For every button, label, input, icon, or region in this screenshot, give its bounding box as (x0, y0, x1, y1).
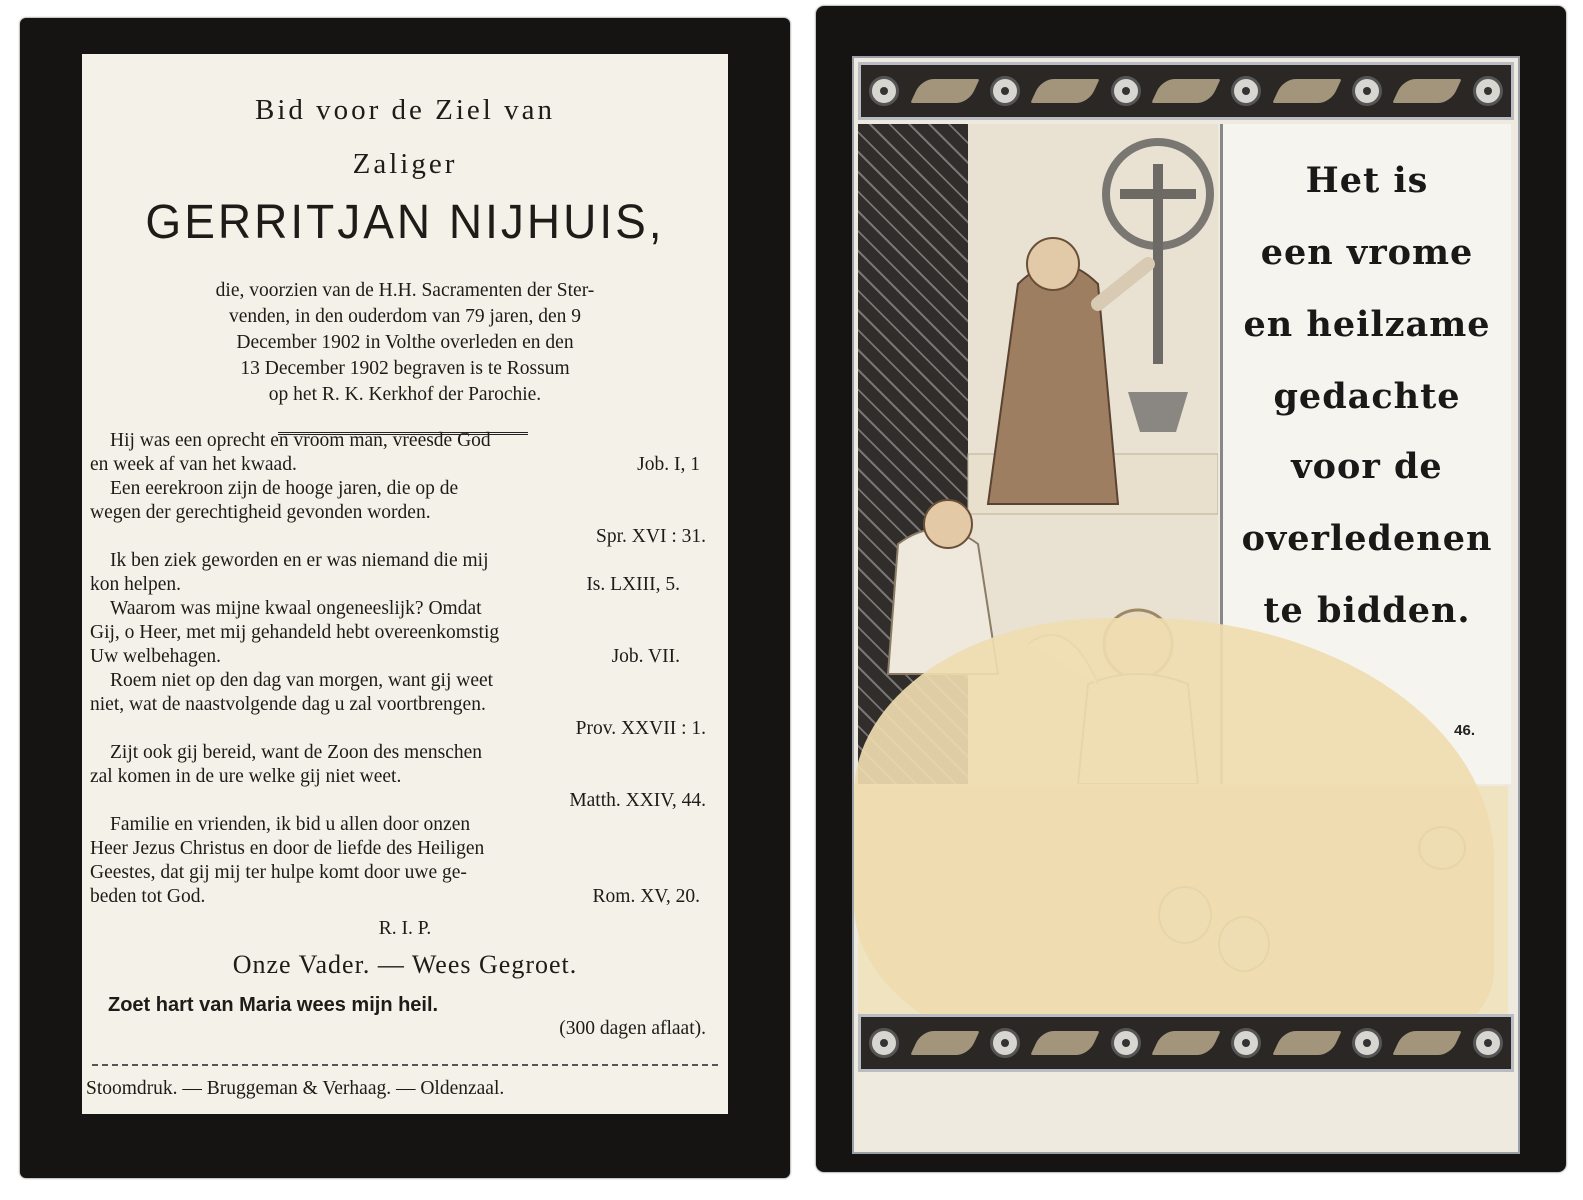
rosette-icon (1111, 76, 1141, 106)
verse-2-line-2: wegen der gerechtigheid gevonden worden. (90, 502, 431, 523)
indulgence-line: (300 dagen aflaat). (559, 1018, 706, 1039)
right-memorial-card (816, 6, 1566, 1172)
verse-7-line-2: Heer Jezus Christus en door de liefde des Heiligen (90, 838, 485, 859)
verse-3-line-2 (82, 574, 728, 596)
bottom-ornament-band (858, 1014, 1514, 1072)
verse-3-reference: Is. LXIII, 5. (586, 574, 680, 595)
rosette-icon (869, 1028, 899, 1058)
leaf-ornament-icon (1393, 79, 1462, 103)
verse-4-text: Uw welbehagen. (90, 646, 222, 667)
leaf-ornament-icon (1272, 79, 1341, 103)
left-card-text-panel (82, 54, 728, 1114)
verse-2-line-1: Een eerekroon zijn de hooge jaren, die op de (110, 478, 459, 499)
dashed-rule (92, 1064, 718, 1066)
verse-4-reference: Job. VII. (611, 646, 680, 667)
deceased-name: GERRITJAN NIJHUIS, (145, 193, 665, 249)
leaf-ornament-icon (1393, 1031, 1462, 1055)
rosette-icon (1111, 1028, 1141, 1058)
verse-line-5: voor de (1291, 446, 1443, 487)
rosette-icon (1352, 1028, 1382, 1058)
leaf-ornament-icon (1151, 79, 1220, 103)
verse-1-text: en week af van het kwaad. (90, 454, 297, 475)
rip-line: R. I. P. (378, 918, 432, 939)
top-ornament-band (858, 62, 1514, 120)
verse-3-text: kon helpen. (90, 574, 181, 595)
intro-line-3: December 1902 in Volthe overleden en den (236, 332, 574, 353)
intro-line-4: 13 December 1902 begraven is te Rossum (240, 358, 570, 379)
intro-line-1: die, voorzien van de H.H. Sacramenten der Ster- (215, 280, 595, 301)
verse-7-text: beden tot God. (90, 886, 206, 907)
verse-1-reference: Job. I, 1 (637, 454, 700, 475)
leaf-ornament-icon (910, 1031, 979, 1055)
verse-2-reference: Spr. XVI : 31. (596, 526, 706, 547)
verse-5-line-2: niet, wat de naastvolgende dag u zal voortbrengen. (90, 694, 486, 715)
prayers-line: Onze Vader. — Wees Gegroet. (232, 950, 578, 979)
printer-line: Stoomdruk. — Bruggeman & Verhaag. — Oldenzaal. (86, 1078, 505, 1099)
verse-6-line-2: zal komen in de ure welke gij niet weet. (90, 766, 402, 787)
leaf-ornament-icon (910, 79, 979, 103)
verse-7-line-4 (82, 886, 728, 908)
left-memorial-card (20, 18, 790, 1178)
verse-5-line-1: Roem niet op den dag van morgen, want gij weet (110, 670, 494, 691)
verse-6-reference: Matth. XXIV, 44. (569, 790, 706, 811)
rosette-icon (869, 76, 899, 106)
intro-line-2: venden, in den ouderdom van 79 jaren, den 9 (229, 306, 581, 327)
verse-line-4: gedachte (1273, 376, 1461, 417)
rosette-icon (1231, 1028, 1261, 1058)
verse-7-reference: Rom. XV, 20. (592, 886, 700, 907)
decorative-frame (852, 56, 1520, 1154)
verse-1-line-2 (82, 454, 728, 476)
rosette-icon (990, 76, 1020, 106)
verse-line-7: te bidden. (1263, 590, 1471, 631)
verse-line-1: Het is (1305, 160, 1429, 201)
verse-3-line-1: Ik ben ziek geworden en er was niemand die mij (110, 550, 489, 571)
rosette-icon (1352, 76, 1382, 106)
title-line-2: Zaliger (352, 148, 458, 180)
verse-4-line-1: Waarom was mijne kwaal ongeneeslijk? Omdat (110, 598, 482, 619)
verse-7-line-3: Geestes, dat gij mij ter hulpe komt door uwe ge- (90, 862, 467, 883)
verse-4-line-2: Gij, o Heer, met mij gehandeld hebt overeenkomstig (90, 622, 500, 643)
verse-line-3: en heilzame (1243, 304, 1491, 345)
title-line-1: Bid voor de Ziel van (254, 94, 555, 126)
rosette-icon (1473, 76, 1503, 106)
leaf-ornament-icon (1151, 1031, 1220, 1055)
verse-line-2: een vrome (1260, 232, 1474, 273)
verse-4-line-3 (82, 646, 728, 668)
leaf-ornament-icon (1272, 1031, 1341, 1055)
verse-5-reference: Prov. XXVII : 1. (575, 718, 706, 739)
invocation-line: Zoet hart van Maria wees mijn heil. (108, 994, 439, 1016)
rosette-icon (990, 1028, 1020, 1058)
intro-line-5: op het R. K. Kerkhof der Parochie. (268, 384, 542, 405)
verse-7-line-1: Familie en vrienden, ik bid u allen door onzen (110, 814, 471, 835)
verse-1-line-1: Hij was een oprecht en vroom man, vreesde God (110, 430, 491, 451)
leaf-ornament-icon (1031, 1031, 1100, 1055)
verse-6-line-1: Zijt ook gij bereid, want de Zoon des menschen (110, 742, 483, 763)
rosette-icon (1231, 76, 1261, 106)
verse-line-6: overledenen (1241, 518, 1493, 559)
card-number: 46. (1454, 722, 1475, 739)
rosette-icon (1473, 1028, 1503, 1058)
leaf-ornament-icon (1031, 79, 1100, 103)
